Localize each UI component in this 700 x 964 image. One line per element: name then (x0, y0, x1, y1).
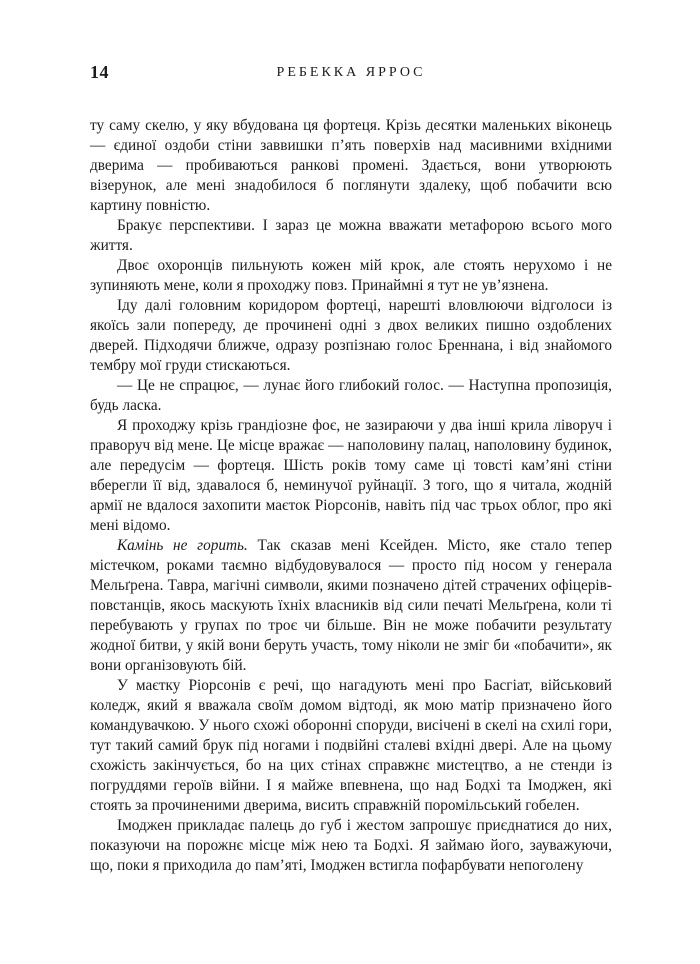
page-header (90, 62, 612, 84)
paragraph: Іду далі головним коридором фортеці, нарешті вловлюючи відголоси із якоїсь зали попереду, де прочинені одні з двох великих пишно оздоблених дверей. Підходячи ближче, одразу розпізнаю голос Бреннана, і від знайомого тембру мої груди стискаються. (90, 297, 612, 374)
running-head: РЕБЕККА ЯРРОС (276, 65, 426, 80)
page-body (90, 116, 612, 876)
page-number: 14 (90, 62, 109, 82)
paragraph-text: Так сказав мені Ксейден. Місто, яке стало тепер містечком, роками таємно відбудовувалося — просто під носом у генерала Мельґрена. Тавра, магічні символи, якими позначено дітей страчених офіцерів-повстанців, якось маскують їхніх власників від сили печаті Мельґрена, коли ті перебувають у групах по троє чи більше. Він не може побачити результату жодної битви, у якій вони беруть участь, тому ніколи не зміг би «побачити», як вони організовують бій. (90, 537, 612, 674)
paragraph: Бракує перспективи. І зараз це можна вважати метафорою всього мого життя. (90, 217, 612, 254)
paragraph: Двоє охоронців пильнують кожен мій крок, але стоять нерухомо і не зупиняють мене, коли я проходжу повз. Принаймні я тут не ув’язнена. (90, 257, 612, 294)
paragraph: Я проходжу крізь грандіозне фоє, не зазираючи у два інші крила ліворуч і праворуч від мене. Це місце вражає — наполовину палац, наполовину будинок, але передусім — фортеця. Шість років тому саме ці товсті кам’яні стіни вберегли її від, здавалося б, неминучої руйнації. З того, що я читала, жодній армії не вдалося захопити маєток Ріорсонів, навіть під час трьох облог, про які мені відомо. (90, 417, 612, 534)
paragraph: У маєтку Ріорсонів є речі, що нагадують мені про Басгіат, військовий коледж, який я вважала своїм домом відтоді, як мою матір призначено його командувачкою. У нього схожі оборонні споруди, висічені в скелі на схилі гори, тут такий самий брук під ногами і подвійні сталеві вхідні двері. Але на цьому схожість закінчується, бо на цих стінах справжнє мистецтво, а не стенди із погруддями героїв війни. І я майже впевнена, що над Бодхі та Імоджен, які стоять за прочиненими дверима, висить справжній поромільський гобелен. (90, 677, 612, 814)
paragraph: ту саму скелю, у яку вбудована ця фортеця. Крізь десятки маленьких віконець — єдиної оздоби стіни заввишки п’ять поверхів над масивними вхідними дверима — пробиваються ранкові промені. Здається, вони утворюють візерунок, але мені знадобилося б поглянути здалеку, щоб побачити всю картину повністю. (90, 117, 612, 214)
paragraph-dialogue: — Це не спрацює, — лунає його глибокий голос. — Наступна пропозиція, будь ласка. (90, 377, 612, 414)
italic-phrase: Камінь не горить. (117, 537, 248, 554)
paragraph: Імоджен прикладає палець до губ і жестом запрошує приєднатися до них, показуючи на порожнє місце між нею та Бодхі. Я займаю його, зауважуючи, що, поки я приходила до пам’яті, Імоджен встигла пофарбувати непоголену (90, 817, 612, 874)
paragraph (90, 536, 612, 676)
